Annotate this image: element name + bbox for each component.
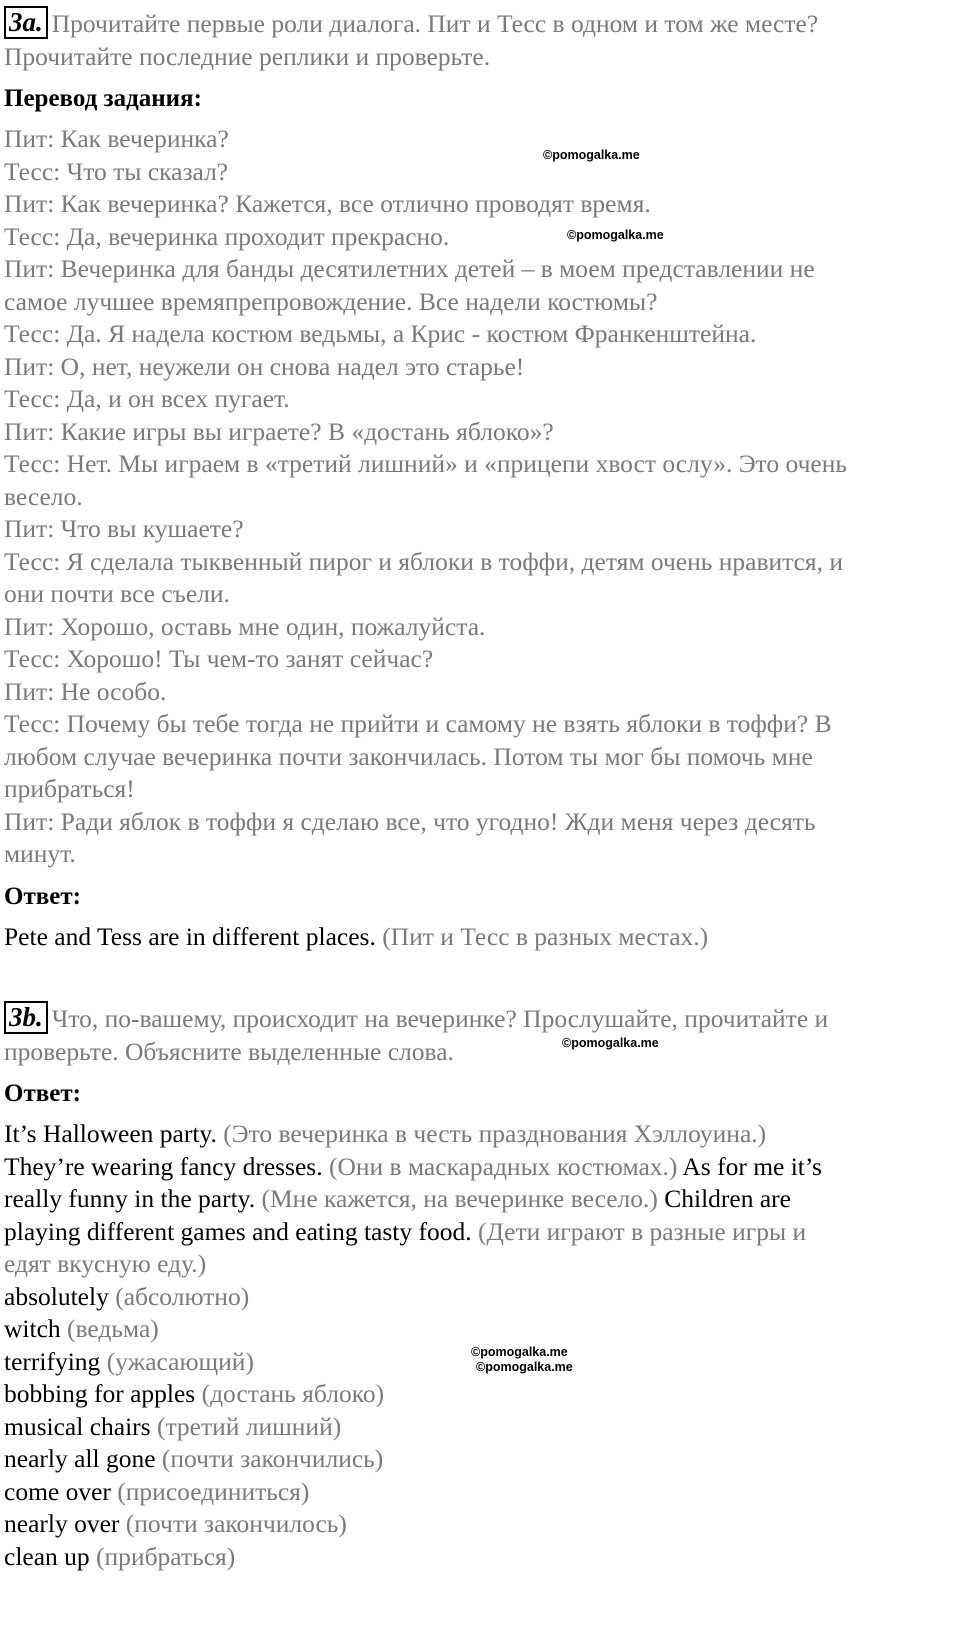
answer-russian: (Пит и Тесс в разных местах.) [382,921,709,951]
watermark: ©pomogalka.me [476,1360,573,1374]
vocabulary-item [4,1443,954,1476]
vocabulary-item [4,1476,954,1509]
vocabulary-item [4,1541,954,1574]
dialogue-line: Тесс: Хорошо! Ты чем-то занят сейчас? [4,644,434,673]
dialogue-line: весело. [4,481,83,511]
vocabulary-item [4,1313,954,1346]
task-3b-answer-heading: Ответ: [4,1080,81,1107]
vocabulary-term: terrifying [4,1346,101,1376]
dialogue-line: Тесс: Да, и он всех пугает. [4,384,290,413]
task-3b-number: 3b. [4,1001,48,1034]
watermark: ©pomogalka.me [471,1345,568,1359]
vocabulary-translation: (достань яблоко) [201,1379,385,1408]
answer-english-segment: As for me it’s [682,1151,822,1181]
answer-english-segment: Children are [664,1184,791,1213]
answer-line [4,1151,954,1184]
answer-english-segment: They’re wearing fancy dresses. [4,1151,329,1181]
task-3a [4,6,954,953]
vocabulary-term: absolutely [4,1281,109,1311]
vocabulary-translation: (абсолютно) [115,1281,250,1311]
dialogue-line: Пит: О, нет, неужели он снова надел это старье! [4,351,525,381]
document-page [4,6,954,1573]
dialogue-line: Тесс: Я сделала тыквенный пирог и яблоки в тоффи, детям очень нравится, и [4,546,844,576]
dialogue-line: самое лучшее времяпрепровождение. Все надели костюмы? [4,286,658,316]
dialogue-line: Пит: Что вы кушаете? [4,514,244,543]
task-3a-answer [4,921,954,954]
vocabulary-translation: (прибраться) [96,1541,236,1571]
vocabulary-term: musical chairs [4,1411,151,1441]
vocabulary-term: witch [4,1314,61,1343]
vocabulary-translation: (ужасающий) [106,1346,254,1376]
vocabulary-item [4,1378,954,1411]
answer-russian-segment: едят вкусную еду.) [4,1249,207,1278]
watermark: ©pomogalka.me [567,228,664,242]
vocabulary-term: clean up [4,1541,90,1571]
watermark: ©pomogalka.me [562,1036,659,1050]
answer-english-segment: really funny in the party. [4,1184,262,1213]
vocabulary-term: nearly all gone [4,1444,156,1473]
dialogue-line: Тесс: Нет. Мы играем в «третий лишний» и «прицепи хвост ослу». Это очень [4,449,847,478]
dialogue-line: прибраться! [4,774,135,803]
dialogue-line: Пит: Какие игры вы играете? В «достань яблоко»? [4,416,554,446]
answer-english: Pete and Tess are in different places. [4,921,376,951]
vocabulary-item [4,1281,954,1314]
vocabulary-item [4,1411,954,1444]
task-3a-instruction-line2: Прочитайте последние реплики и проверьте. [4,41,491,71]
dialogue-line: Пит: Вечеринка для банды десятилетних детей – в моем представлении не [4,254,815,283]
dialogue-line: любом случае вечеринка почти закончилась. Потом ты мог бы помочь мне [4,741,813,771]
vocabulary-translation: (присоединиться) [117,1476,310,1506]
task-3a-number: 3a. [4,6,48,39]
vocabulary-translation: (почти закончилось) [125,1509,347,1538]
dialogue-line: Тесс: Да. Я надела костюм ведьмы, а Крис - костюм Франкенштейна. [4,319,757,348]
vocabulary-translation: (почти закончились) [161,1444,384,1473]
dialogue-line: Пит: Как вечеринка? Кажется, все отлично проводят время. [4,189,651,218]
vocabulary-list [4,1281,954,1574]
dialogue-line: Пит: Ради яблок в тоффи я сделаю все, что угодно! Жди меня через десять [4,806,816,836]
dialogue-line: Тесс: Что ты сказал? [4,156,229,186]
dialogue-line: минут. [4,839,76,868]
answer-russian-segment: (Это вечеринка в честь празднования Хэллоуина.) [223,1119,767,1148]
answer-line [4,1248,954,1281]
vocabulary-item [4,1508,954,1541]
task-3b-instruction-text: Что, по-вашему, происходит на вечеринке? Прослушайте, прочитайте и [51,1004,829,1033]
answer-line [4,1118,954,1151]
answer-line [4,1183,954,1216]
answer-english-segment: It’s Halloween party. [4,1119,224,1148]
dialogue-line: они почти все съели. [4,579,230,608]
watermark: ©pomogalka.me [543,148,640,162]
vocabulary-term: come over [4,1476,111,1506]
dialogue-line: Пит: Не особо. [4,676,167,706]
answer-russian-segment: (Они в маскарадных костюмах.) [328,1151,683,1181]
task-3b [4,1001,954,1573]
vocabulary-translation: (третий лишний) [156,1411,342,1441]
answer-english-segment: playing different games and eating tasty food. [4,1216,478,1246]
dialogue-line: Тесс: Да, вечеринка проходит прекрасно. [4,221,450,251]
task-3a-instruction-text: Прочитайте первые роли диалога. Пит и Тесс в одном и том же месте? [51,9,819,38]
task-3a-instruction-line1 [4,6,954,41]
translation-heading: Перевод задания: [4,85,202,112]
dialogue-line: Пит: Хорошо, оставь мне один, пожалуйста. [4,611,486,641]
answer-russian-segment: (Мне кажется, на вечеринке весело.) [261,1184,665,1213]
dialogue-translation [4,123,954,871]
task-3b-instruction-line1 [4,1001,954,1036]
task-3a-answer-heading: Ответ: [4,882,81,910]
task-3b-instruction-line2: проверьте. Объясните выделенные слова. [4,1036,454,1066]
dialogue-line: Тесс: Почему бы тебе тогда не прийти и самому не взять яблоки в тоффи? В [4,709,832,738]
vocabulary-term: nearly over [4,1509,120,1538]
answer-russian-segment: (Дети играют в разные игры и [477,1216,807,1246]
dialogue-line: Пит: Как вечеринка? [4,124,229,153]
vocabulary-translation: (ведьма) [67,1314,159,1343]
vocabulary-term: bobbing for apples [4,1379,196,1408]
answer-line [4,1216,954,1249]
task-3b-answer [4,1118,954,1281]
